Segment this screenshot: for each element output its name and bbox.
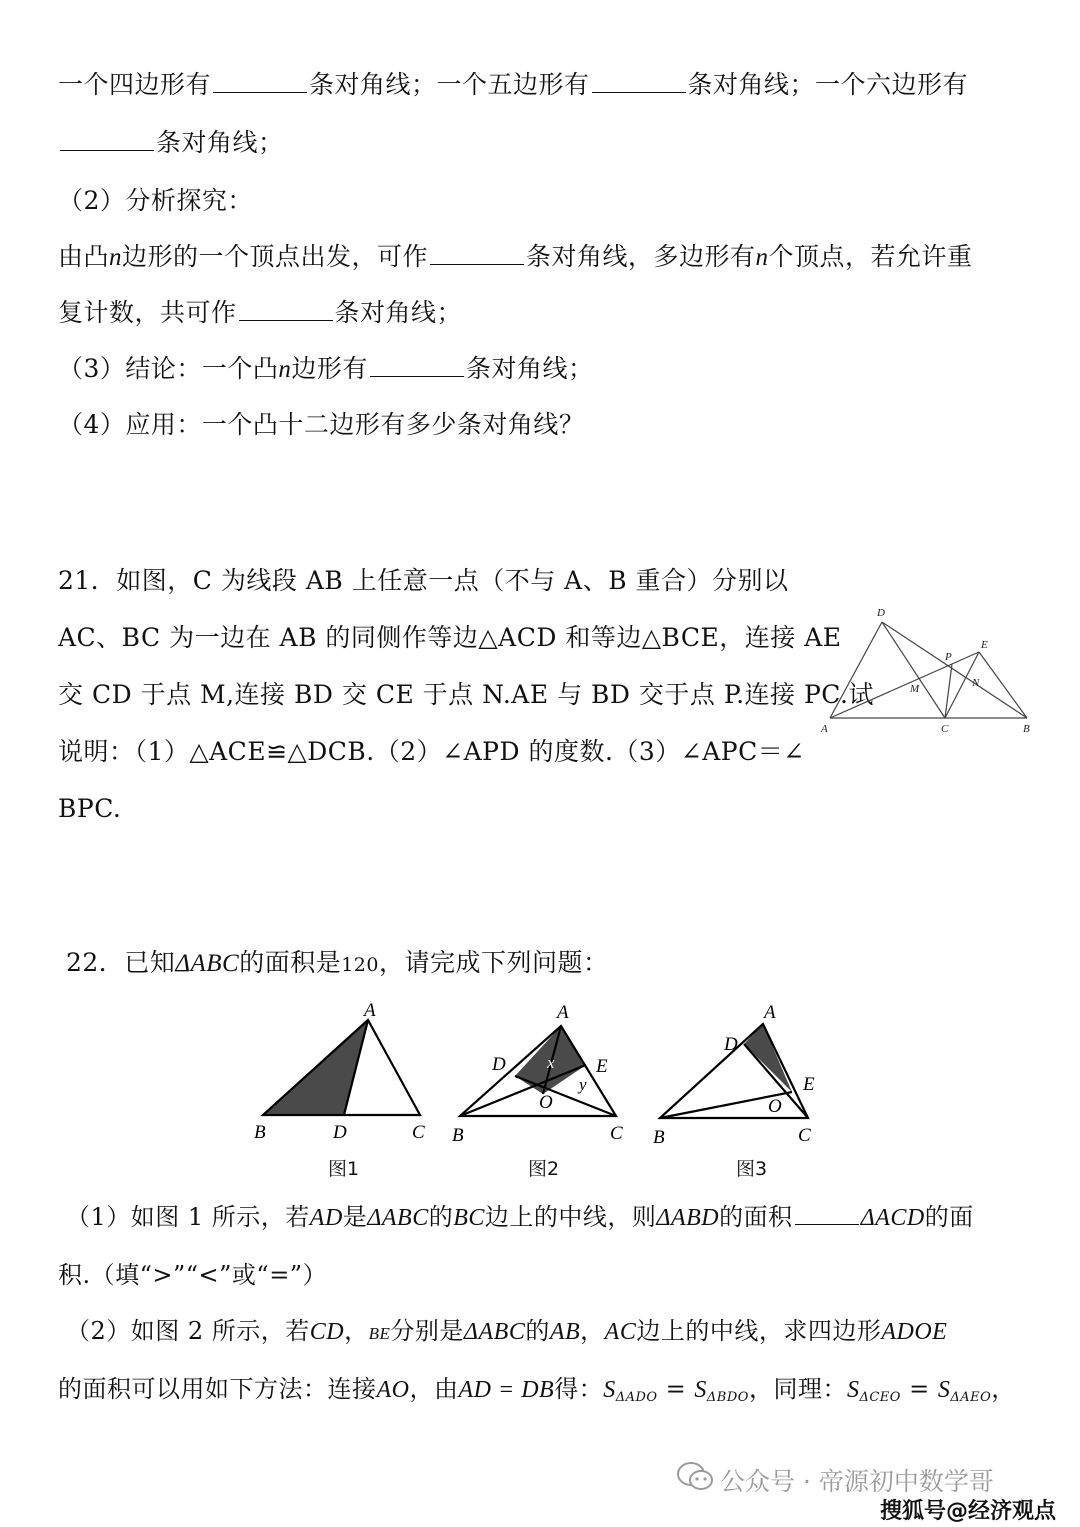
- answer-blank: [795, 1202, 859, 1225]
- q22-figure-1: [248, 1000, 438, 1150]
- label-C: C: [610, 1123, 623, 1144]
- q22-part1-line1: （1）如图 1 所示，若AD是ΔABC的BC边上的中线，则ΔABD的面积 ΔACD的面: [66, 1203, 974, 1231]
- q21-line-5: BPC.: [58, 794, 122, 823]
- label-M: M: [910, 683, 920, 695]
- q21-line-1: 21．如图，C 为线段 AB 上任意一点（不与 A、B 重合）分别以: [58, 566, 789, 595]
- label-E: E: [981, 639, 988, 651]
- label-y: y: [579, 1075, 587, 1094]
- label-B: B: [452, 1125, 464, 1146]
- label-C: C: [798, 1125, 811, 1146]
- wechat-icon: [676, 1460, 716, 1494]
- label-E: E: [596, 1056, 608, 1077]
- label-B: B: [1023, 723, 1030, 735]
- answer-blank: [430, 242, 524, 265]
- label-E: E: [803, 1074, 815, 1095]
- q20-line-5: 复计数，共可作 条对角线；: [58, 298, 463, 327]
- label-N: N: [972, 677, 980, 689]
- q22-part2-line1: （2）如图 2 所示，若CD，BE分别是ΔABC的AB，AC边上的中线，求四边形ADOE: [66, 1317, 948, 1345]
- q20-line-6: （3）结论：一个凸n边形有 条对角线；: [58, 354, 594, 383]
- q20-part2-title: （2）分析探究：: [58, 186, 253, 215]
- label-D: D: [877, 607, 885, 619]
- figure-2-caption: 图2: [528, 1158, 560, 1180]
- label-C: C: [941, 723, 949, 735]
- label-O: O: [539, 1092, 553, 1113]
- label-O: O: [768, 1096, 782, 1117]
- label-C: C: [412, 1122, 425, 1143]
- wechat-watermark: 公众号 · 帝源初中数学哥: [720, 1467, 994, 1496]
- figure-3-caption: 图3: [736, 1158, 768, 1180]
- label-B: B: [254, 1122, 266, 1143]
- answer-blank: [370, 354, 464, 377]
- label-A: A: [821, 723, 828, 735]
- label-A: A: [764, 1002, 776, 1023]
- answer-blank: [213, 70, 307, 93]
- q20-line-2: 条对角线；: [58, 126, 284, 160]
- answer-blank: [60, 128, 154, 151]
- q22-figure-2: [448, 998, 638, 1148]
- figure-1-caption: 图1: [328, 1158, 360, 1180]
- label-D: D: [333, 1122, 347, 1143]
- answer-blank: [239, 298, 333, 321]
- label-A: A: [364, 1000, 376, 1021]
- q22-part2-line2: 的面积可以用如下方法：连接AO，由AD = DB得：$S_{\Delta ADO} = S_{\Delta BDO}$，同理：$S_{\Delta CEO} = S_{\Delta AEO}$，: [58, 1375, 1016, 1405]
- answer-blank: [592, 70, 686, 93]
- label-D: D: [724, 1034, 738, 1055]
- q20-line-4: 由凸n边形的一个顶点出发，可作 条对角线，多边形有n个顶点，若允许重: [58, 242, 973, 271]
- q21-line-4: 说明：（1）△ACE≌△DCB.（2）∠APD 的度数.（3）∠APC＝∠: [58, 737, 805, 766]
- q20-line-1: 一个四边形有 条对角线；一个五边形有 条对角线；一个六边形有: [58, 70, 969, 99]
- q22-part1-line2: 积.（填“>”“<”或“=”）: [58, 1261, 328, 1289]
- q21-line-2: AC、BC 为一边在 AB 的同侧作等边△ACD 和等边△BCE，连接 AE: [58, 623, 842, 652]
- sohu-watermark: 搜狐号@经济观点: [880, 1499, 1057, 1524]
- q21-line-3: 交 CD 于点 M,连接 BD 交 CE 于点 N.AE 与 BD 交于点 P.连接 PC.试: [58, 680, 874, 709]
- q20-line-7: （4）应用：一个凸十二边形有多少条对角线？: [58, 410, 585, 439]
- label-x: x: [547, 1053, 555, 1072]
- q22-figure-3: [648, 1000, 838, 1150]
- label-D: D: [492, 1054, 506, 1075]
- q21-figure: [815, 600, 1045, 740]
- label-B: B: [653, 1127, 665, 1148]
- label-P: P: [945, 651, 952, 663]
- label-A: A: [557, 1002, 569, 1023]
- q22-heading: 22．已知ΔABC的面积是120，请完成下列问题：: [66, 948, 609, 977]
